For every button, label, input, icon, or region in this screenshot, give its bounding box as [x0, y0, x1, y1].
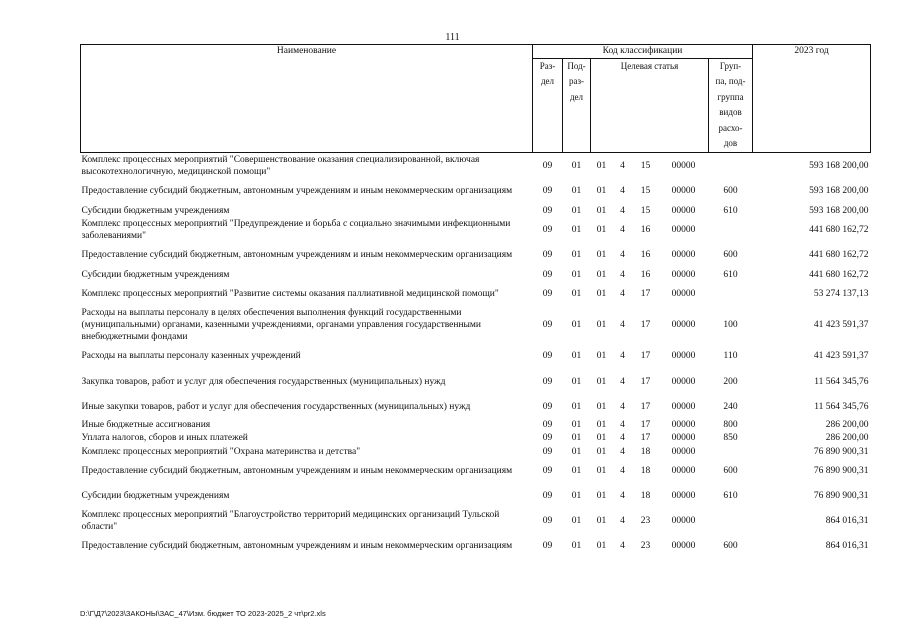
cell-target-part2: 4 — [620, 351, 625, 361]
header-name: Наименование — [81, 45, 533, 153]
cell-podrazdel: 01 — [571, 160, 582, 171]
cell-target-part3: 18 — [640, 446, 651, 457]
cell-razdel: 09 — [542, 289, 553, 299]
cell-target-part2: 4 — [620, 466, 625, 476]
cell-target-part1: 01 — [596, 269, 607, 280]
cell-amount: 593 168 200,00 — [809, 160, 869, 171]
cell-podrazdel: 01 — [571, 320, 582, 330]
page-number: 111 — [445, 32, 460, 43]
cell-name: Иные бюджетные ассигнования — [81, 420, 211, 430]
cell-target-part4: 00000 — [671, 401, 696, 412]
cell-target-part2: 4 — [620, 186, 625, 196]
table-row — [81, 344, 871, 369]
header-target: Целевая статья — [591, 59, 709, 153]
cell-target-part1: 01 — [596, 225, 607, 235]
cell-target-part2: 4 — [620, 433, 625, 443]
cell-vid: 800 — [723, 420, 738, 430]
cell-target-part4: 00000 — [671, 376, 696, 387]
cell-target-part1: 01 — [596, 446, 607, 457]
cell-target-part3: 17 — [640, 433, 651, 443]
table-row — [81, 432, 871, 445]
cell-amount: 441 680 162,72 — [809, 250, 869, 260]
cell-podrazdel: 01 — [571, 186, 582, 196]
cell-target-part3: 16 — [640, 250, 651, 260]
cell-target-part2: 4 — [620, 225, 625, 235]
cell-amount: 593 168 200,00 — [809, 205, 869, 216]
cell-target-part2: 4 — [620, 420, 625, 430]
cell-target-part4: 00000 — [671, 320, 696, 330]
cell-amount: 593 168 200,00 — [809, 186, 869, 196]
cell-target-part3: 17 — [640, 289, 651, 299]
cell-vid — [709, 282, 753, 307]
cell-amount: 76 890 900,31 — [813, 446, 869, 457]
cell-target-part3: 15 — [640, 205, 651, 216]
cell-target-part2: 4 — [620, 376, 625, 387]
table-body — [81, 153, 871, 559]
table-row — [81, 307, 871, 344]
cell-amount: 11 564 345,76 — [814, 401, 869, 412]
cell-target-part4: 00000 — [671, 250, 696, 260]
cell-razdel: 09 — [542, 320, 553, 330]
cell-vid — [709, 153, 753, 179]
cell-target-part1: 01 — [596, 433, 607, 443]
cell-podrazdel: 01 — [571, 376, 582, 387]
header-podrazdel — [563, 59, 591, 153]
cell-target-part1: 01 — [596, 351, 607, 361]
table-row — [81, 218, 871, 243]
cell-target-part2: 4 — [620, 320, 625, 330]
table-row — [81, 395, 871, 419]
cell-name: Предоставление субсидий бюджетным, автономным учреждениям и иным некоммерческим организациям — [81, 250, 513, 260]
cell-podrazdel: 01 — [571, 446, 582, 457]
cell-target-part2: 4 — [620, 401, 625, 412]
cell-name: Предоставление субсидий бюджетным, автономным учреждениям и иным некоммерческим организациям — [81, 541, 513, 551]
cell-razdel: 09 — [542, 160, 553, 171]
cell-target-part4: 00000 — [671, 420, 696, 430]
cell-amount: 864 016,31 — [825, 541, 869, 551]
table-row — [81, 243, 871, 268]
cell-amount: 53 274 137,13 — [813, 289, 869, 299]
cell-target-part1: 01 — [596, 491, 607, 501]
cell-vid: 240 — [723, 401, 738, 412]
cell-target-part3: 17 — [640, 351, 651, 361]
table-row — [81, 534, 871, 559]
cell-target-part3: 15 — [640, 160, 651, 171]
cell-razdel: 09 — [542, 466, 553, 476]
cell-razdel: 09 — [542, 250, 553, 260]
cell-podrazdel: 01 — [571, 433, 582, 443]
file-path-footer: D:\Г\Д7\2023\ЗАКОНЫ\ЗАС_47\Изм. бюджет ТО 2023-2025_2 чт\pr2.xls — [80, 609, 326, 618]
cell-target-part2: 4 — [620, 289, 625, 299]
cell-target-part3: 17 — [640, 320, 651, 330]
cell-target-part3: 17 — [640, 420, 651, 430]
cell-target-part1: 01 — [596, 376, 607, 387]
cell-target-part1: 01 — [596, 420, 607, 430]
cell-target-part1: 01 — [596, 320, 607, 330]
table-row — [81, 268, 871, 282]
cell-target-part2: 4 — [620, 516, 625, 526]
cell-target-part3: 16 — [640, 269, 651, 280]
cell-target-part1: 01 — [596, 466, 607, 476]
cell-razdel: 09 — [542, 186, 553, 196]
cell-target-part4: 00000 — [671, 433, 696, 443]
cell-amount: 76 890 900,31 — [813, 491, 869, 501]
cell-name: Предоставление субсидий бюджетным, автономным учреждениям и иным некоммерческим организациям — [81, 186, 513, 196]
cell-target-part1: 01 — [596, 250, 607, 260]
cell-target-part1: 01 — [596, 516, 607, 526]
cell-target-part3: 23 — [640, 516, 651, 526]
cell-target-part4: 00000 — [671, 446, 696, 457]
cell-amount: 441 680 162,72 — [809, 225, 869, 235]
cell-razdel: 09 — [542, 516, 553, 526]
cell-target-part1: 01 — [596, 401, 607, 412]
cell-name: Субсидии бюджетным учреждениям — [81, 491, 230, 501]
cell-podrazdel: 01 — [571, 289, 582, 299]
cell-vid: 110 — [723, 351, 738, 361]
cell-target-part3: 18 — [640, 491, 651, 501]
header-vid — [709, 59, 753, 153]
table-row — [81, 282, 871, 307]
header-code-group: Код классификации — [533, 45, 753, 59]
cell-target-part2: 4 — [620, 250, 625, 260]
cell-podrazdel: 01 — [571, 491, 582, 501]
cell-target-part4: 00000 — [671, 491, 696, 501]
cell-podrazdel: 01 — [571, 516, 582, 526]
cell-target-part2: 4 — [620, 269, 625, 280]
table-row — [81, 509, 871, 534]
cell-razdel: 09 — [542, 351, 553, 361]
cell-vid: 610 — [723, 491, 738, 501]
cell-razdel: 09 — [542, 491, 553, 501]
cell-vid: 100 — [723, 320, 738, 330]
cell-target-part2: 4 — [620, 160, 625, 171]
cell-vid: 600 — [723, 250, 738, 260]
cell-podrazdel: 01 — [571, 225, 582, 235]
table-row — [81, 369, 871, 395]
cell-vid — [709, 509, 753, 534]
cell-name: Комплекс процессных мероприятий "Совершенствование оказания специализированной, включая высокотехнологичную, медицинской помощи" — [81, 154, 480, 177]
cell-target-part1: 01 — [596, 541, 607, 551]
cell-target-part3: 15 — [640, 186, 651, 196]
cell-razdel: 09 — [542, 376, 553, 387]
budget-table-container — [80, 44, 871, 559]
table-row — [81, 419, 871, 432]
cell-vid: 610 — [723, 269, 738, 280]
cell-name: Комплекс процессных мероприятий "Охрана материнства и детства" — [81, 446, 361, 457]
cell-target-part2: 4 — [620, 205, 625, 216]
cell-vid: 850 — [723, 433, 738, 443]
cell-amount: 286 200,00 — [825, 433, 869, 443]
cell-razdel: 09 — [542, 541, 553, 551]
cell-vid — [709, 218, 753, 243]
cell-podrazdel: 01 — [571, 205, 582, 216]
cell-target-part4: 00000 — [671, 351, 696, 361]
cell-podrazdel: 01 — [571, 269, 582, 280]
table-row — [81, 204, 871, 218]
cell-name: Предоставление субсидий бюджетным, автономным учреждениям и иным некоммерческим организациям — [81, 466, 513, 476]
cell-target-part3: 18 — [640, 466, 651, 476]
cell-vid: 600 — [723, 186, 738, 196]
cell-name: Расходы на выплаты персоналу в целях обеспечения выполнения функций государственными (муниципальными) органами, казенными учреждениями, органами управления государственными внебюджетными фондами — [81, 308, 482, 342]
cell-amount: 864 016,31 — [825, 516, 869, 526]
cell-target-part1: 01 — [596, 186, 607, 196]
cell-target-part1: 01 — [596, 160, 607, 171]
table-row — [81, 445, 871, 459]
cell-podrazdel: 01 — [571, 250, 582, 260]
cell-podrazdel: 01 — [571, 466, 582, 476]
budget-table — [80, 44, 871, 559]
table-row — [81, 153, 871, 179]
cell-target-part4: 00000 — [671, 205, 696, 216]
cell-vid — [709, 445, 753, 459]
cell-podrazdel: 01 — [571, 420, 582, 430]
cell-target-part1: 01 — [596, 289, 607, 299]
cell-amount: 286 200,00 — [825, 420, 869, 430]
cell-target-part1: 01 — [596, 205, 607, 216]
cell-razdel: 09 — [542, 401, 553, 412]
cell-target-part4: 00000 — [671, 160, 696, 171]
cell-razdel: 09 — [542, 225, 553, 235]
cell-podrazdel: 01 — [571, 541, 582, 551]
cell-target-part2: 4 — [620, 446, 625, 457]
cell-name: Уплата налогов, сборов и иных платежей — [81, 433, 248, 443]
table-row — [81, 179, 871, 204]
cell-name: Иные закупки товаров, работ и услуг для обеспечения государственных (муниципальных) нужд — [81, 401, 471, 412]
header-razdel — [533, 59, 563, 153]
cell-amount: 441 680 162,72 — [809, 269, 869, 280]
header-razdel-text: Раз- дел — [539, 61, 556, 87]
cell-target-part4: 00000 — [671, 289, 696, 299]
cell-name: Комплекс процессных мероприятий "Развитие системы оказания паллиативной медицинской помощи" — [81, 289, 499, 299]
table-row — [81, 484, 871, 509]
cell-amount: 76 890 900,31 — [813, 466, 869, 476]
cell-amount: 41 423 591,37 — [813, 351, 869, 361]
cell-target-part2: 4 — [620, 541, 625, 551]
cell-name: Расходы на выплаты персоналу казенных учреждений — [81, 351, 301, 361]
cell-target-part3: 17 — [640, 376, 651, 387]
cell-target-part3: 17 — [640, 401, 651, 412]
cell-target-part4: 00000 — [671, 541, 696, 551]
cell-target-part3: 23 — [640, 541, 651, 551]
cell-vid: 600 — [723, 466, 738, 476]
cell-target-part3: 16 — [640, 225, 651, 235]
cell-target-part2: 4 — [620, 491, 625, 501]
header-vid-text: Груп- па, под- группа видов расхо- дов — [715, 61, 746, 149]
cell-amount: 41 423 591,37 — [813, 320, 869, 330]
cell-target-part4: 00000 — [671, 269, 696, 280]
cell-vid: 200 — [723, 376, 738, 387]
cell-vid: 600 — [723, 541, 738, 551]
cell-name: Комплекс процессных мероприятий "Благоустройство территорий медицинских организаций Тульской области" — [81, 510, 500, 532]
cell-vid: 610 — [723, 205, 738, 216]
cell-razdel: 09 — [542, 433, 553, 443]
cell-target-part4: 00000 — [671, 466, 696, 476]
cell-razdel: 09 — [542, 446, 553, 457]
header-year: 2023 год — [753, 45, 871, 153]
cell-name: Субсидии бюджетным учреждениям — [81, 269, 230, 280]
cell-target-part4: 00000 — [671, 186, 696, 196]
cell-razdel: 09 — [542, 269, 553, 280]
cell-podrazdel: 01 — [571, 351, 582, 361]
header-podrazdel-text: Под- раз- дел — [567, 61, 586, 102]
cell-podrazdel: 01 — [571, 401, 582, 412]
cell-razdel: 09 — [542, 205, 553, 216]
table-row — [81, 459, 871, 484]
cell-target-part4: 00000 — [671, 516, 696, 526]
cell-name: Субсидии бюджетным учреждениям — [81, 205, 230, 216]
cell-razdel: 09 — [542, 420, 553, 430]
cell-name: Комплекс процессных мероприятий "Предупреждение и борьба с социально значимыми инфекционными заболеваниями" — [81, 219, 511, 241]
cell-amount: 11 564 345,76 — [814, 376, 869, 387]
cell-name: Закупка товаров, работ и услуг для обеспечения государственных (муниципальных) нужд — [81, 376, 446, 387]
cell-target-part4: 00000 — [671, 225, 696, 235]
